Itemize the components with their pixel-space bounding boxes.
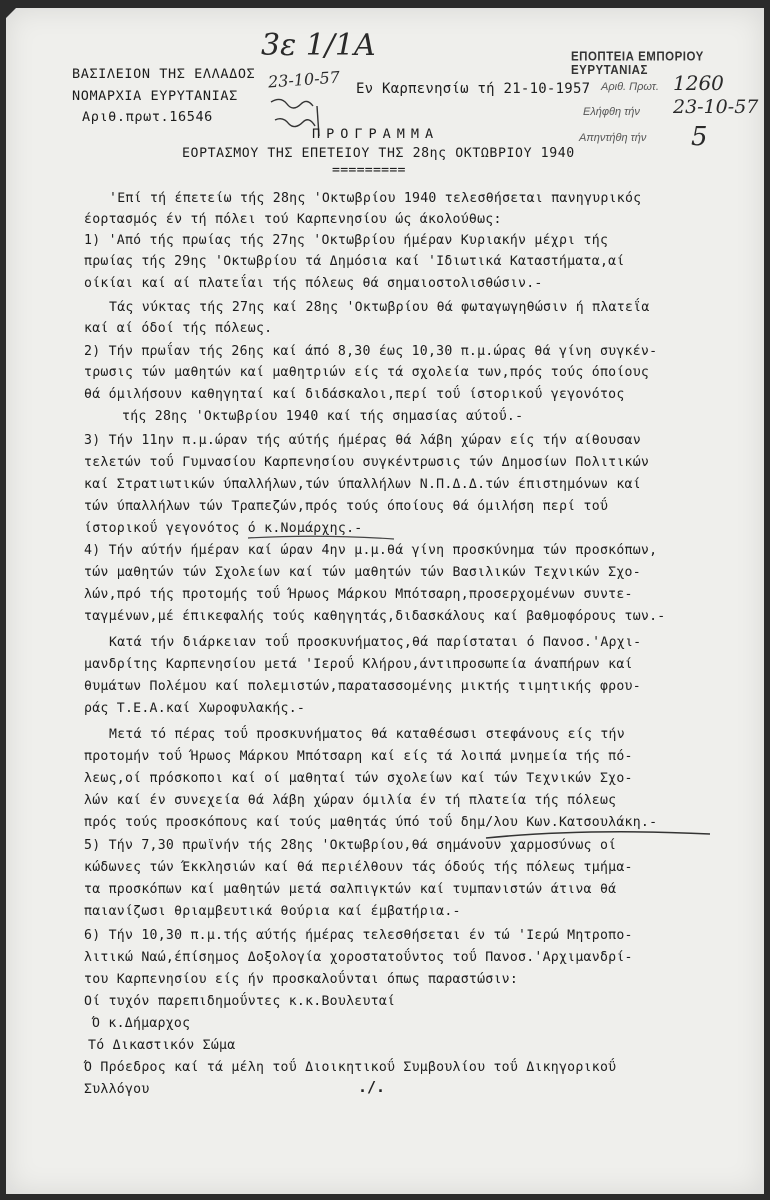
body-line: 5) Τήν 7,30 πρωϊνήν τής 28ης 'Οκτωβρίου,θά σημάνουν χαρμοσύνως οί <box>84 838 617 853</box>
body-line: ίστορικοΰ γεγονότος ό κ.Νομάρχης.- <box>84 521 363 536</box>
body-line: ράς Τ.Ε.Α.καί Χωροφυλακής.- <box>84 701 306 716</box>
title-rule: ========= <box>332 163 406 178</box>
header-prefecture: ΝΟΜΑΡΧΙΑ ΕΥΡΥΤΑΝΙΑΣ <box>72 88 238 104</box>
document-page <box>6 8 764 1194</box>
reception-stamp <box>561 36 759 166</box>
body-line: τα προσκόπων καί μαθητών μετά σαλπιγκτών καί τυμπανιστών άτινα θά <box>84 882 617 897</box>
stamp-title: ΕΠΟΠΤΕΙΑ ΕΜΠΟΡΙΟΥ ΕΥΡΥΤΑΝΙΑΣ <box>571 50 704 78</box>
body-line: παιανίζωσι θριαμβευτικά θούρια καί έμβατήρια.- <box>84 904 461 919</box>
body-line: πρός τούς προσκόπους καί τούς μαθητάς ύπό τοΰ δημ/λου Κων.Κατσουλάκη.- <box>84 815 658 830</box>
document-title: ΠΡΟΓΡΑΜΜΑ <box>312 126 440 142</box>
pencil-underline <box>484 828 714 842</box>
page-continuation-mark: ./. <box>358 1078 386 1096</box>
stamp-value-received: 23-10-57 <box>673 96 759 118</box>
body-line: λών,πρό τής προτομής τοΰ Ήρωος Μάρκου Μπότσαρη,προσερχομένων συντε- <box>84 587 633 602</box>
body-line: θά όμιλήσουν καθηγηταί καί διδάσκαλοι,περί τοΰ ίστορικοΰ γεγονότος <box>84 387 625 402</box>
body-line: λεως,οί πρόσκοποι καί οί μαθηταί τών σχολείων καί τών Τεχνικών Σχο- <box>84 771 633 786</box>
body-line: λιτικώ Ναώ,έπίσημος Δοξολογία χοροστατοΰντος τοΰ Πανοσ.'Αρχιμανδρί- <box>84 950 633 965</box>
document-subtitle: ΕΟΡΤΑΣΜΟΥ ΤΗΣ ΕΠΕΤΕΙΟΥ ΤΗΣ 28ης ΟΚΤΩΒΡΙΟΥ 1940 <box>182 146 575 161</box>
place-date: Εν Καρπενησίω τή 21-10-1957 <box>356 81 591 97</box>
body-line: κώδωνες τών Έκκλησιών καί θά περιέλθουν τάς όδούς τής πόλεως τμήμα- <box>84 860 633 875</box>
body-line: ταγμένων,μέ έπικεφαλής τούς καθηγητάς,διδασκάλους καί βαθμοφόρους των.- <box>84 609 666 624</box>
handwritten-file-note: 3ε 1/1Α <box>261 28 376 63</box>
body-line: τών ύπαλλήλων τών Τραπεζών,πρός τούς όποίους θά όμιλήση περί τοΰ <box>84 499 609 514</box>
body-line: του Καρπενησίου είς ήν προσκαλοΰνται όπως παραστώσιν: <box>84 972 519 987</box>
stamp-label-protocol: Αριθ. Πρωτ. <box>601 81 659 93</box>
body-line: 3) Τήν 11ην π.μ.ώραν τής αύτής ήμέρας θά λάβη χώραν είς τήν αίθουσαν <box>84 433 641 448</box>
body-line: προτομήν τοΰ Ήρωος Μάρκου Μπότσαρη καί είς τά λοιπά μνημεία τής πό- <box>84 749 633 764</box>
body-line: Τάς νύκτας τής 27ης καί 28ης 'Οκτωβρίου θά φωταγωγηθώσιν ή πλατεΐα <box>109 300 650 315</box>
stamp-value-protocol: 1260 <box>673 71 724 95</box>
body-line: 1) 'Από τής πρωίας τής 27ης 'Οκτωβρίου ήμέραν Κυριακήν μέχρι τής <box>84 233 609 248</box>
handwritten-date-note: 23-10-57 <box>267 67 341 92</box>
header-kingdom: ΒΑΣΙΛΕΙΟΝ ΤΗΣ ΕΛΛΑΔΟΣ <box>72 66 256 82</box>
body-line: Ό κ.Δήμαρχος <box>92 1016 191 1031</box>
body-line: Οί τυχόν παρεπιδημοΰντες κ.κ.Βουλευταί <box>84 994 396 1009</box>
body-line: 2) Τήν πρωΐαν τής 26ης καί άπό 8,30 έως 10,30 π.μ.ώρας θά γίνη συγκέν- <box>84 344 658 359</box>
pencil-underline <box>246 534 396 542</box>
body-line: Συλλόγου <box>84 1082 150 1097</box>
body-line: έορτασμός έν τή πόλει τού Καρπενησίου ώς άκολούθως: <box>84 212 502 227</box>
body-line: τρωσις τών μαθητών καί μαθητριών είς τά σχολεία των,πρός τούς όποίους <box>84 365 650 380</box>
body-line: τών μαθητών τών Σχολείων καί τών μαθητών τών Βασιλικών Τεχνικών Σχο- <box>84 565 641 580</box>
body-line: Τό Δικαστικόν Σώμα <box>88 1038 236 1053</box>
page-corner-shadow <box>6 8 16 18</box>
body-line: λών καί έν συνεχεία θά λάβη χώραν όμιλία έν τή πλατεία τής πόλεως <box>84 793 617 808</box>
body-line: πρωίας τής 29ης 'Οκτωβρίου τά Δημόσια καί 'Ιδιωτικά Καταστήματα,αί <box>84 254 625 269</box>
body-line: Ό Πρόεδρος καί τά μέλη τοΰ Διοικητικοΰ Συμβουλίου τοΰ Δικηγορικοΰ <box>84 1060 617 1075</box>
body-line: 4) Τήν αύτήν ήμέραν καί ώραν 4ην μ.μ.θά γίνη προσκύνημα τών προσκόπων, <box>84 543 658 558</box>
body-line: τελετών τοΰ Γυμνασίου Καρπενησίου συγκέντρωσις τών Δημοσίων Πολιτικών <box>84 455 650 470</box>
stamp-label-received: Ελήφθη τήν <box>583 106 640 118</box>
body-line: τής 28ης 'Οκτωβρίου 1940 καί τής σημασίας αύτοΰ.- <box>122 409 524 424</box>
body-line: καί αί όδοί τής πόλεως. <box>84 321 273 336</box>
header-protocol-number: Αριθ.πρωτ.16546 <box>82 109 213 125</box>
body-line: καί Στρατιωτικών ύπαλλήλων,τών ύπαλλήλων Ν.Π.Δ.Δ.τών έπιστημόνων καί <box>84 477 641 492</box>
stamp-label-answered: Απηντήθη τήν <box>579 132 647 144</box>
body-line: μανδρίτης Καρπενησίου μετά 'Ιεροΰ Κλήρου,άντιπροσωπεία άναπήρων καί <box>84 657 633 672</box>
body-line: θυμάτων Πολέμου καί πολεμιστών,παρατασσομένης μικτής τιμητικής φρου- <box>84 679 641 694</box>
body-line: Κατά τήν διάρκειαν τοΰ προσκυνήματος,θά παρίσταται ό Πανοσ.'Αρχι- <box>109 635 642 650</box>
body-line: οίκίαι καί αί πλατεΐαι τής πόλεως θά σημαιοστολισθώσιν.- <box>84 276 543 291</box>
body-line: 6) Τήν 10,30 π.μ.τής αύτής ήμέρας τελεσθήσεται έν τώ 'Ιερώ Μητροπο- <box>84 928 633 943</box>
stamp-value-answered: 5 <box>691 122 708 152</box>
body-line: Μετά τό πέρας τοΰ προσκυνήματος θά καταθέσωσι στεφάνους είς τήν <box>109 727 625 742</box>
body-line: 'Επί τή έπετείω τής 28ης 'Οκτωβρίου 1940 τελεσθήσεται πανηγυρικός <box>109 191 642 206</box>
